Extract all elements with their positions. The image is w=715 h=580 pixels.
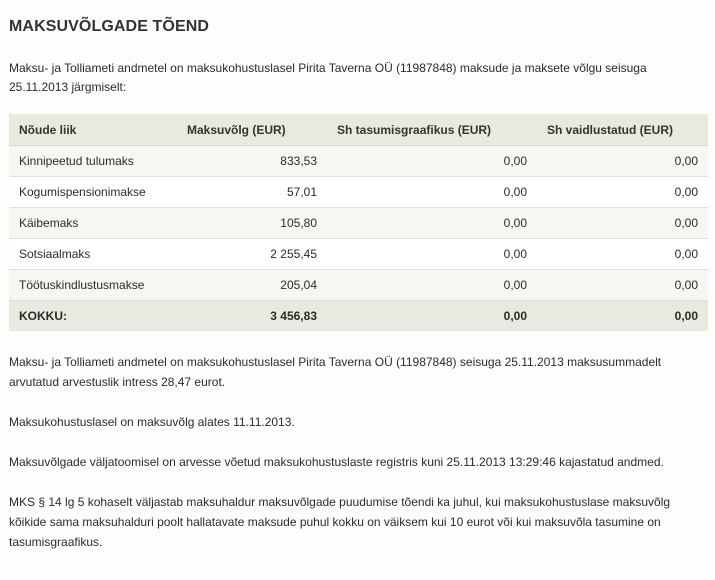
cell-payment-schedule: 0,00: [327, 270, 537, 301]
header-claim-type: Nõude liik: [9, 114, 177, 146]
table-row: [9, 239, 708, 270]
header-tax-debt: Maksuvõlg (EUR): [177, 114, 327, 146]
cell-disputed: 0,00: [537, 177, 708, 208]
total-tax-debt: 3 456,83: [177, 301, 327, 332]
cell-claim-type: Kinnipeetud tulumaks: [9, 146, 177, 177]
header-payment-schedule: Sh tasumisgraafikus (EUR): [327, 114, 537, 146]
registry-paragraph: Maksuvõlgade väljatoomisel on arvesse võetud maksukohustuslaste registris kuni 25.11.2013 13:29:46 kajastatud andmed.: [9, 455, 664, 469]
cell-disputed: 0,00: [537, 270, 708, 301]
cell-tax-debt: 833,53: [177, 146, 327, 177]
table-row: [9, 208, 708, 239]
cell-disputed: 0,00: [537, 146, 708, 177]
table-row: [9, 177, 708, 208]
cell-claim-type: Töötuskindlustusmakse: [9, 270, 177, 301]
cell-tax-debt: 2 255,45: [177, 239, 327, 270]
table-row: [9, 270, 708, 301]
interest-paragraph: Maksu- ja Tolliameti andmetel on maksukohustuslasel Pirita Taverna OÜ (11987848) seisuga 25.11.2013 maksusummadelt arvutatud arvestuslik intress 28,47 eurot.: [9, 355, 662, 389]
cell-claim-type: Käibemaks: [9, 208, 177, 239]
legal-paragraph: MKS § 14 lg 5 kohaselt väljastab maksuhaldur maksuvõlgade puudumise tõendi ka juhul, kui maksukohustuslase maksuvõlg kõikide sama maksuhalduri poolt hallatavate maksude puhul kokku on väiksem kui 10 eurot või kui maksuvõla tasumine on tasumisgraafikus.: [9, 495, 671, 549]
total-disputed: 0,00: [537, 301, 708, 332]
table-row: [9, 146, 708, 177]
debt-table: [9, 114, 708, 331]
cell-tax-debt: 105,80: [177, 208, 327, 239]
cell-disputed: 0,00: [537, 208, 708, 239]
debt-since-paragraph: Maksukohustuslasel on maksuvõlg alates 11.11.2013.: [9, 415, 295, 429]
total-label: KOKKU:: [9, 301, 177, 332]
table-total-row: [9, 301, 708, 332]
cell-tax-debt: 205,04: [177, 270, 327, 301]
table-header-row: [9, 114, 708, 146]
cell-claim-type: Sotsiaalmaks: [9, 239, 177, 270]
document-title: MAKSUVÕLGADE TÕEND: [9, 18, 210, 35]
cell-disputed: 0,00: [537, 239, 708, 270]
header-disputed: Sh vaidlustatud (EUR): [537, 114, 708, 146]
total-payment-schedule: 0,00: [327, 301, 537, 332]
cell-payment-schedule: 0,00: [327, 146, 537, 177]
intro-text: Maksu- ja Tolliameti andmetel on maksukohustuslasel Pirita Taverna OÜ (11987848) maksude ja maksete võlgu seisuga 25.11.2013 järgmiselt:: [9, 61, 647, 94]
cell-payment-schedule: 0,00: [327, 239, 537, 270]
cell-claim-type: Kogumispensionimakse: [9, 177, 177, 208]
cell-payment-schedule: 0,00: [327, 208, 537, 239]
cell-payment-schedule: 0,00: [327, 177, 537, 208]
cell-tax-debt: 57,01: [177, 177, 327, 208]
